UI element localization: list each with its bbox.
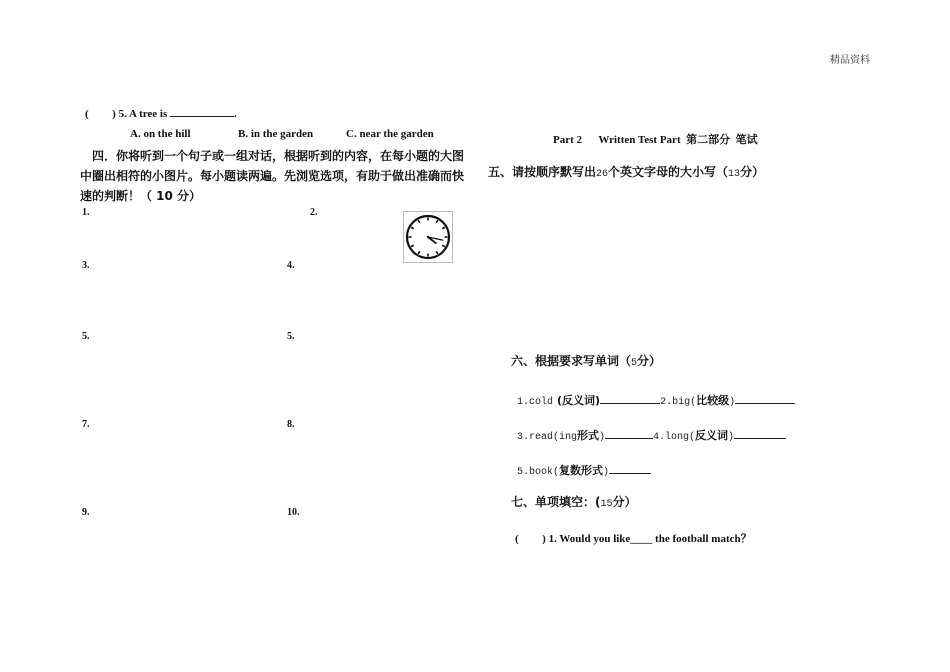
section-5-suffix: 个英文字母的大小写（	[608, 165, 729, 179]
item-6: 5.	[287, 331, 295, 342]
clock-image	[403, 211, 453, 263]
section-6-row-1	[517, 391, 795, 409]
answer-paren-close: )	[542, 533, 546, 545]
section-7-points: 15	[600, 499, 613, 510]
hint-ing-form: 形式	[577, 429, 600, 442]
option-c: C. near the garden	[346, 128, 434, 140]
answer-blank-2[interactable]	[735, 393, 795, 404]
section-7-question-1	[515, 530, 752, 546]
question-end: .	[234, 108, 237, 120]
answer-paren-close: )	[112, 108, 116, 120]
section-7-prefix: 七、单项填空：(	[511, 495, 601, 509]
item-7: 7.	[82, 419, 90, 430]
answer-paren-open: (	[515, 533, 519, 545]
item-2: 2.	[310, 207, 318, 218]
section-4-instruction: 四．你将听到一个句子或一组对话，根据听到的内容，在每小题的大图中圈出相符的小图片。每小题读两遍。先浏览选项，有助于做出准确而快速的判断！（ 10 分）	[80, 149, 465, 203]
section-5-points: 13	[728, 169, 741, 180]
section-6-prefix: 六、根据要求写单词（	[511, 354, 632, 368]
option-a: A. on the hill	[130, 128, 191, 140]
hint-plural: 复数形式	[559, 464, 604, 477]
close-paren: )	[729, 397, 736, 408]
question-text: 1. Would you like____ the football match？	[548, 533, 752, 545]
hint-antonym: 反义词	[695, 429, 729, 442]
section-5-heading	[488, 163, 764, 180]
item-10: 10.	[287, 507, 300, 518]
word-cold: 1.cold	[517, 397, 554, 408]
page-watermark: 精品资料	[830, 55, 870, 66]
option-b: B. in the garden	[238, 128, 314, 140]
word-big: 2.big(	[660, 397, 697, 408]
close-paren: )	[599, 432, 606, 443]
item-4: 4.	[287, 260, 295, 271]
section-6-row-2	[517, 426, 786, 444]
item-3: 3.	[82, 260, 90, 271]
item-1: 1.	[82, 207, 90, 218]
answer-paren-open: (	[85, 108, 89, 120]
close-paren: )	[603, 467, 610, 478]
word-book: 5.book(	[517, 467, 560, 478]
question-text: 5. A tree is	[118, 108, 168, 120]
section-7-heading	[511, 493, 637, 510]
section-5-number: 26	[596, 169, 609, 180]
answer-blank-3[interactable]	[605, 428, 653, 439]
question-5-line	[85, 106, 237, 120]
answer-blank-4[interactable]	[734, 428, 786, 439]
answer-blank[interactable]	[170, 106, 234, 117]
section-6-points: 5	[631, 358, 638, 369]
section-6-end: 分）	[637, 354, 662, 368]
section-7-end: 分）	[612, 495, 637, 509]
item-8: 8.	[287, 419, 295, 430]
word-long: 4.long(	[653, 432, 696, 443]
hint-antonym: (反义词)	[557, 394, 601, 407]
part-2-title: Part 2 Written Test Part 第二部分 笔试	[553, 134, 758, 146]
close-paren: )	[728, 432, 735, 443]
answer-blank-5[interactable]	[609, 463, 651, 474]
word-read: 3.read(ing	[517, 432, 578, 443]
hint-comparative: 比较级	[696, 394, 730, 407]
section-5-end: 分）	[740, 165, 765, 179]
section-6-heading	[511, 352, 661, 369]
item-9: 9.	[82, 507, 90, 518]
clock-icon	[404, 212, 452, 262]
section-5-prefix: 五、请按顺序默写出	[488, 165, 597, 179]
section-6-row-3	[517, 461, 651, 479]
answer-blank-1[interactable]	[600, 393, 660, 404]
item-5: 5.	[82, 331, 90, 342]
